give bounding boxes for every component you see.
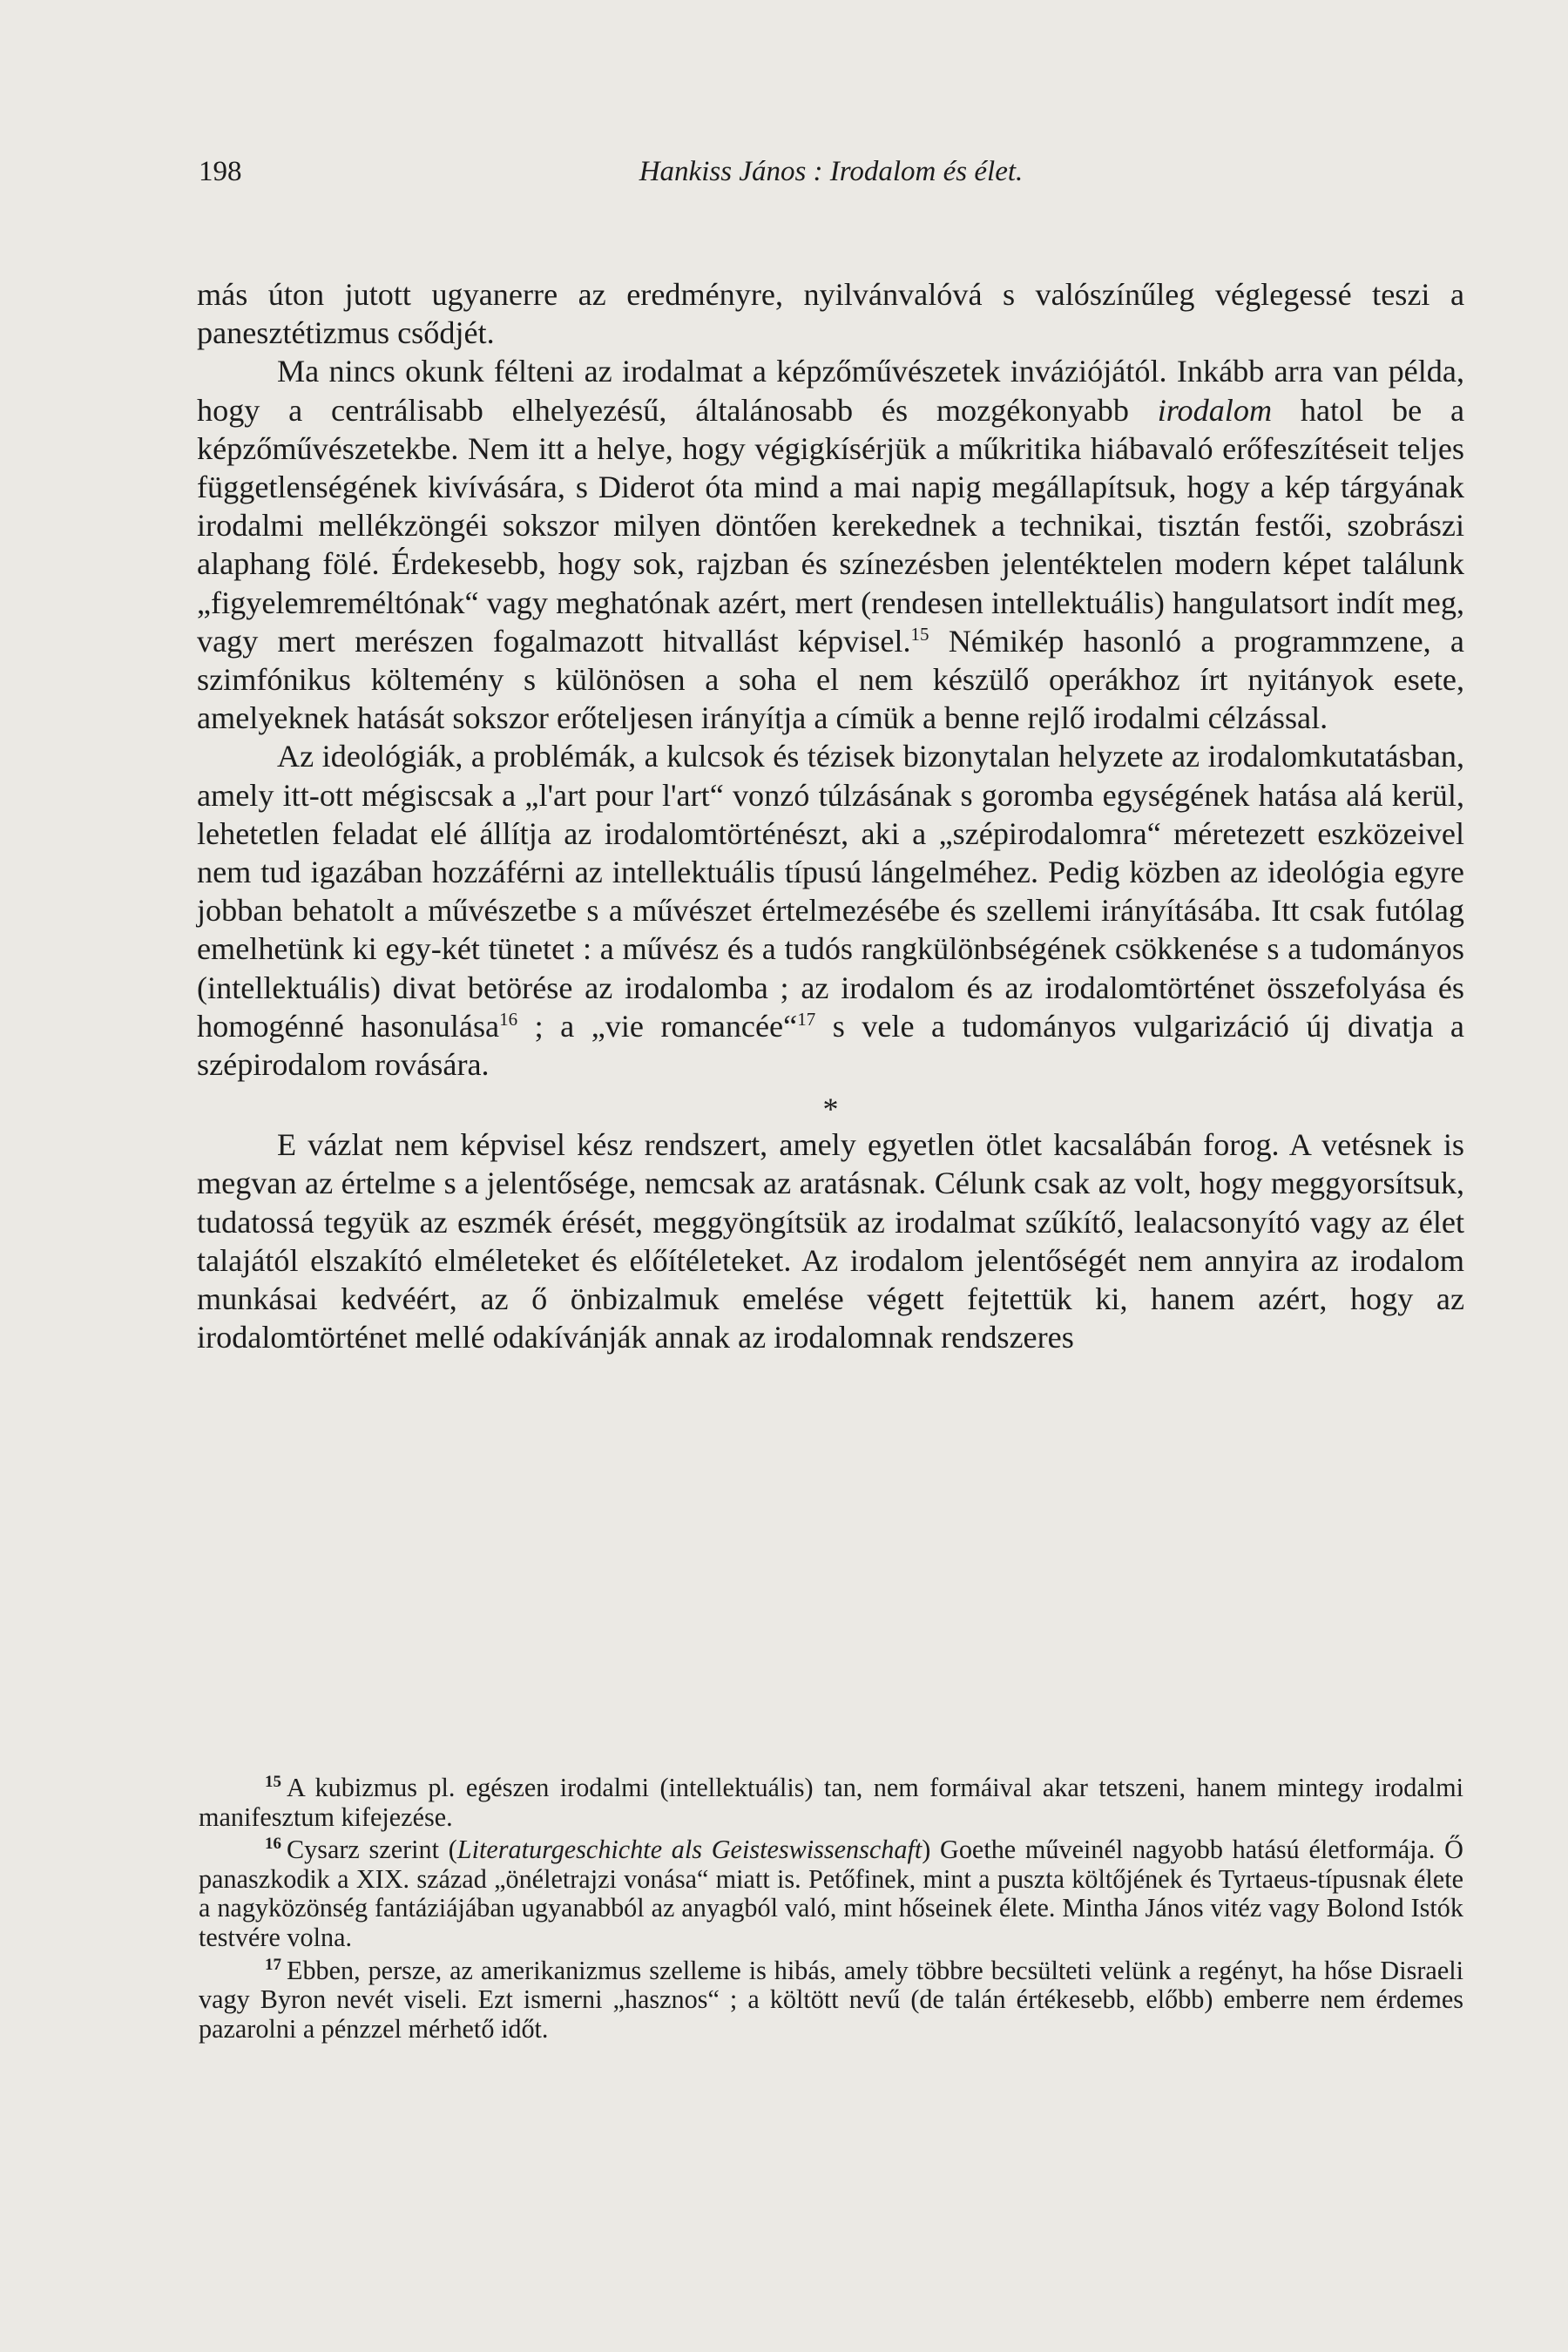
paragraph-3-text-b: ; a „vie romancée“	[534, 1008, 798, 1044]
paragraph-2-text-b: hatol be a képzőművészetekbe. Nem itt a helye, hogy végigkísérjük a műkritika hiábavaló erőfeszítéseit teljes függetlenségének kivívására, s Diderot óta mind a mai napig megállapítsuk, hogy a kép tárgyának irodalmi mellékzöngéi sokszor milyen döntően kerekednek a technikai, tisztán festői, szobrászi alaphang fölé. Érdekesebb, hogy sok, rajzban és színezésben jelentéktelen modern képet találunk „figyelemreméltónak“ vagy meghatónak azért, mert (rendesen intellektuális) hangulatsort indít meg, vagy mert merészen fogalmazott hitvallást képvisel.	[197, 392, 1465, 659]
paragraph-3	[197, 737, 1464, 1084]
footnote-16-text-a: Cysarz szerint (	[287, 1835, 457, 1865]
body-text	[197, 275, 1464, 1356]
paragraph-3-text-a: Az ideológiák, a problémák, a kulcsok és tézisek bizonytalan helyzete az irodalomkutatásban, amely itt-ott mégiscsak a „l'art pour l'art“ vonzó túlzásának s goromba egységének hatása alá kerül, lehetetlen feladat elé állítja az irodalomtörténészt, aki a „szépirodalomra“ méretezett eszközeivel nem tud igazában hozzáférni az intellektuális típusú lángelméhez. Pedig közben az ideológia egyre jobban behatolt a művészetbe s a művészet értelmezésébe és szellemi irányításába. Itt csak futólag emelhetünk ki egy-két tünetet : a művész és a tudós rangkülönbségének csökkenése s a tudományos (intellektuális) divat betörése az irodalomba ; az irodalom és az irodalomtörténet összefolyása és homogénné hasonulása	[197, 739, 1464, 1044]
paragraph-2-text-c: Némikép hasonló a programmzene, a szimfónikus költemény s különösen a soha el nem készülő operákhoz írt nyitányok esete, amelyeknek hatását sokszor erőteljesen irányítja a címük a benne rejlő irodalmi célzással.	[197, 623, 1464, 736]
footnote-17	[199, 1957, 1463, 2044]
footnote-16	[199, 1835, 1463, 1952]
footnotes	[199, 1774, 1463, 2047]
footnote-17-text: Ebben, persze, az amerikanizmus szelleme is hibás, amely többre becsülteti velünk a regényt, ha hőse Disraeli vagy Byron nevét viseli. Ezt ismerni „hasznos“ ; a költött nevű (de talán értékesebb, előbb) emberre nem érdemes pazarolni a pénzzel mérhető időt.	[199, 1955, 1463, 2044]
footnote-15-number: 15	[265, 1772, 281, 1791]
paragraph-3-text-c: s vele a tudományos vulgarizáció új divatja a szépirodalom rovására.	[197, 1008, 1464, 1083]
paragraph-2-text-a: Ma nincs okunk félteni az irodalmat a képzőművészetek inváziójától. Inkább arra van példa, hogy a centrálisabb elhelyezésű, általánosabb és mozgékonyabb	[197, 354, 1464, 428]
paragraph-2-emphasis: irodalom	[1157, 392, 1273, 428]
paragraph-4: E vázlat nem képvisel kész rendszert, amely egyetlen ötlet kacsalábán forog. A vetésnek is megvan az értelme s a jelentősége, nemcsak az aratásnak. Célunk csak az volt, hogy meggyorsítsuk, tudatossá tegyük az eszmék érését, meggyöngítsük az irodalmat szűkítő, lealacsonyító vagy az élet talajától elszakító elméleteket és előítéleteket. Az irodalom jelentőségét nem annyira az irodalom munkásai kedvéért, az ő önbizalmuk emelése végett fejtettük ki, hanem azért, hogy az irodalomtörténet mellé odakívánják annak az irodalomnak rendszeres	[197, 1127, 1464, 1355]
footnote-15	[199, 1774, 1463, 1832]
footnote-16-book-title: Literaturgeschichte als Geisteswissenschaft	[456, 1835, 923, 1865]
running-title: Hankiss János : Irodalom és élet.	[639, 156, 1024, 187]
footnote-15-text: A kubizmus pl. egészen irodalmi (intellektuális) tan, nem formáival akar tetszeni, hanem mintegy irodalmi manifesztum kifejezése.	[199, 1773, 1463, 1832]
footnote-ref-15: 15	[910, 623, 929, 645]
section-separator: *	[822, 1092, 839, 1127]
footnote-16-number: 16	[265, 1835, 281, 1854]
paragraph-2	[197, 352, 1464, 737]
footnote-16-text-b: ) Goethe műveinél nagyobb hatású életformája. Ő panaszkodik a XIX. század „önéletrajzi vonása“ miatt is. Petőfinek, mint a puszta költőjének és Tyrtaeus-típusnak élete a nagyközönség fantáziájában ugyanabból az anyagból való, mint hőseinek élete. Mintha János vitéz vagy Bolond Istók testvére volna.	[199, 1835, 1463, 1952]
footnote-ref-17: 17	[797, 1008, 816, 1030]
footnote-ref-16: 16	[499, 1008, 518, 1030]
page-number: 198	[199, 156, 242, 187]
page-header	[199, 150, 1463, 193]
paragraph-1: más úton jutott ugyanerre az eredményre, nyilvánvalóvá s valószínűleg véglegessé teszi a panesztétizmus csődjét.	[197, 277, 1464, 351]
footnote-17-number: 17	[265, 1955, 281, 1974]
